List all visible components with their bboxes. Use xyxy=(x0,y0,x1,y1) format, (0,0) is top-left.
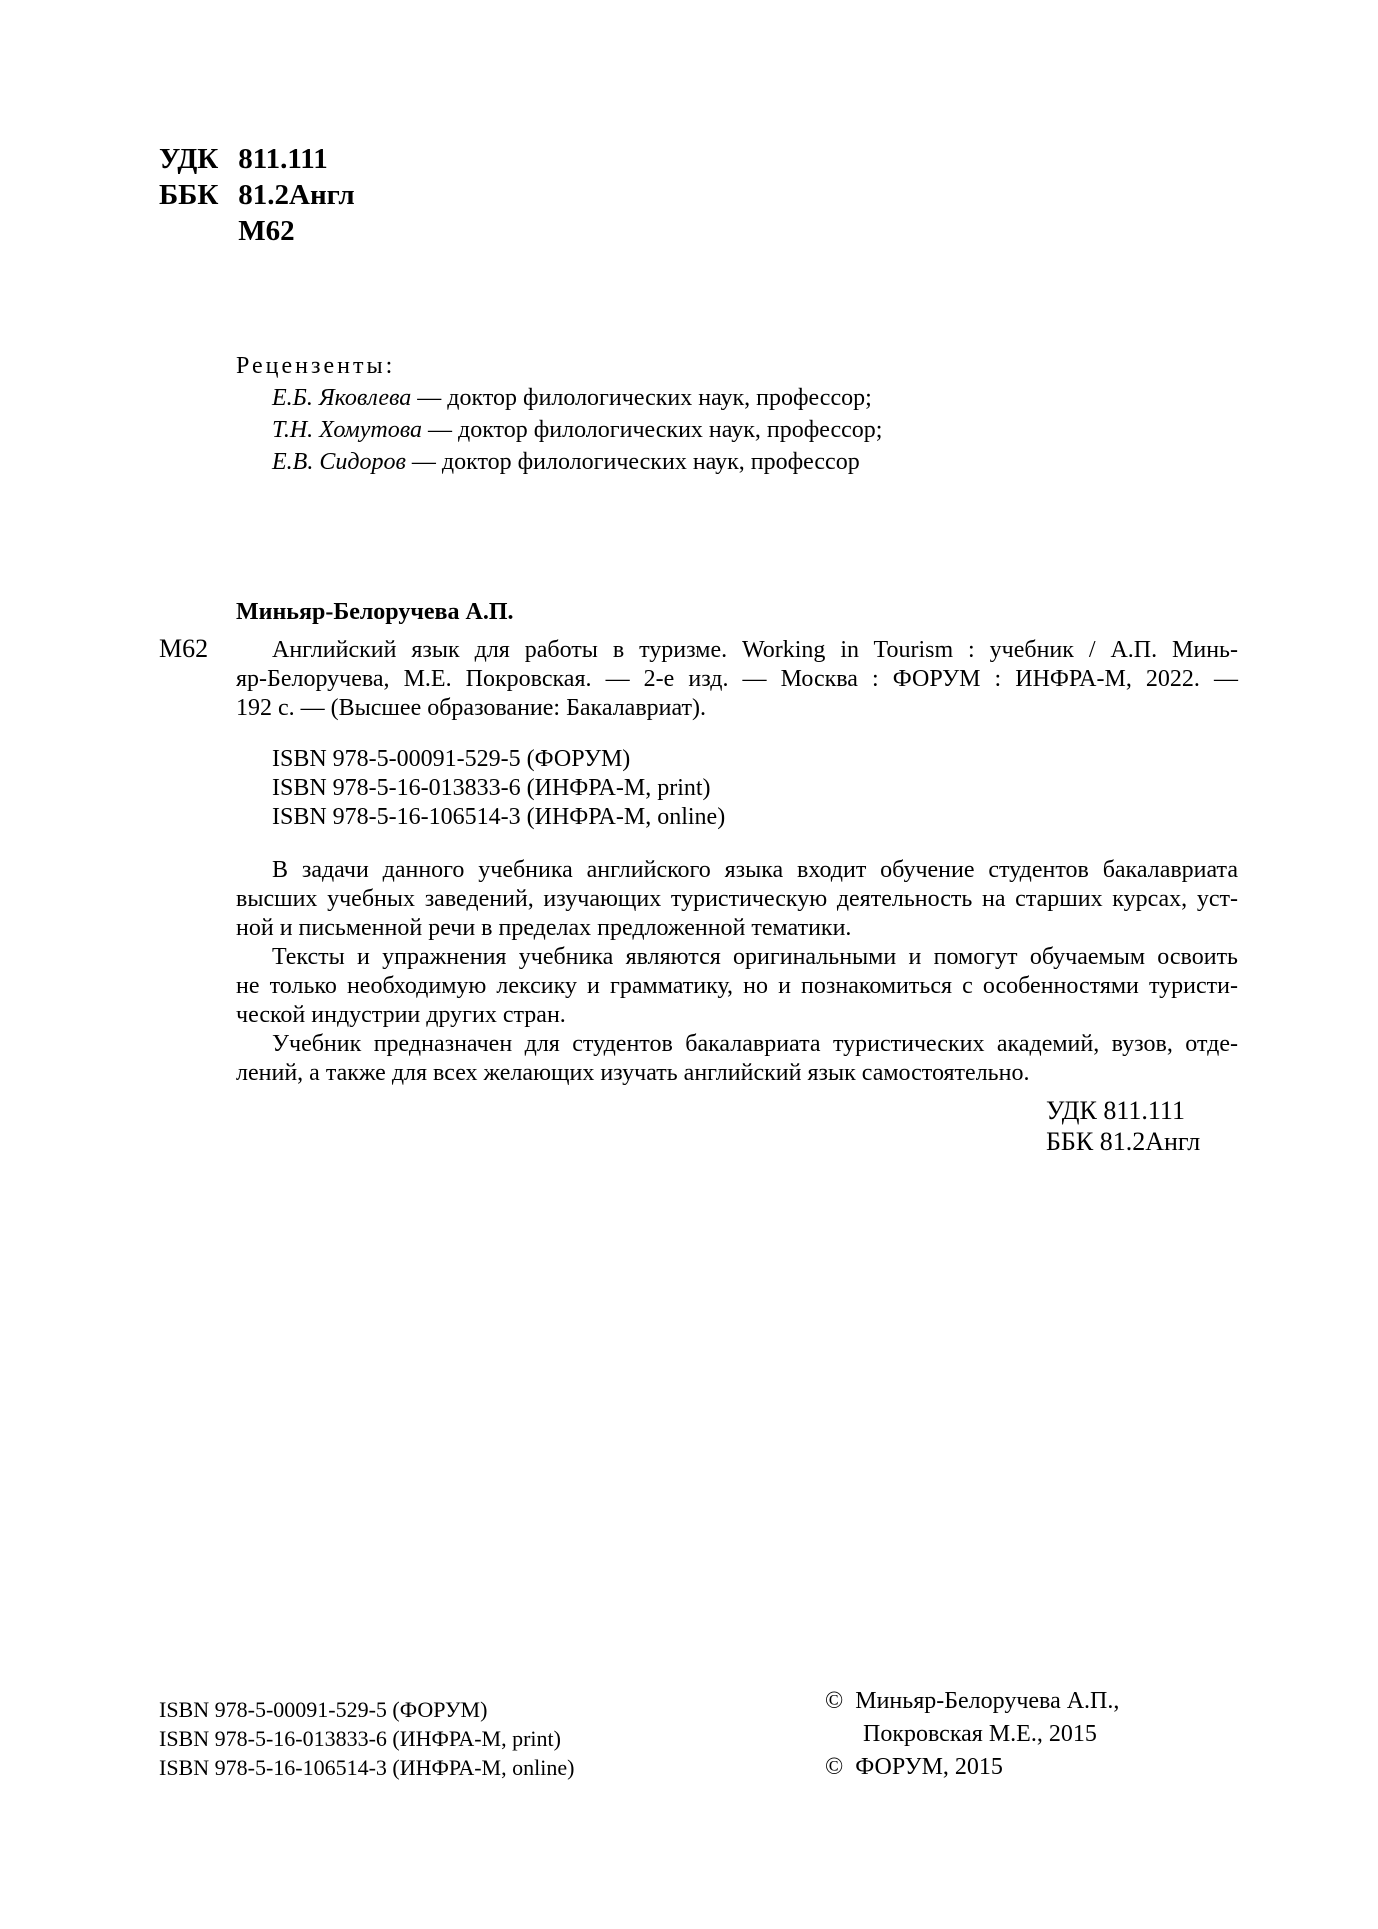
classification-top xyxy=(159,141,355,249)
isbn-line: ISBN 978-5-00091-529-5 (ФОРУМ) xyxy=(272,746,631,772)
footer-isbn-list xyxy=(159,1695,574,1782)
isbn-list xyxy=(272,745,725,832)
annotation-line: ческой индустрии других стран. xyxy=(236,1002,566,1028)
bibliographic-description xyxy=(236,636,1238,723)
footer-isbn-line: ISBN 978-5-00091-529-5 (ФОРУМ) xyxy=(159,1697,488,1722)
reviewer-title: — доктор филологических наук, профессор; xyxy=(411,385,872,411)
bib-line: Английский язык для работы в туризме. Working in Tourism : учебник / А.П. Минь- xyxy=(272,637,1238,663)
bib-mark: М62 xyxy=(159,634,209,663)
udk-label: УДК xyxy=(159,143,219,175)
reviewer-title: — доктор филологических наук, профессор; xyxy=(422,417,883,443)
reviewer-title: — доктор филологических наук, профессор xyxy=(405,449,860,475)
footer-isbn-line: ISBN 978-5-16-013833-6 (ИНФРА-М, print) xyxy=(159,1726,561,1751)
copyright-icon: © xyxy=(825,1754,844,1780)
annotation xyxy=(236,856,1238,1088)
reviewer-name: Е.Б. Яковлева xyxy=(272,385,412,411)
bib-line: 192 с. — (Высшее образование: Бакалавриат). xyxy=(236,695,707,721)
annotation-line: лений, а также для всех желающих изучать английский язык самостоятельно. xyxy=(236,1060,1030,1086)
copyright-block xyxy=(825,1685,1119,1784)
udk-bottom: УДК 811.111 xyxy=(1046,1096,1185,1125)
reviewers-heading: Рецензенты: xyxy=(236,353,396,379)
copyright-line xyxy=(825,1751,1119,1784)
copyright-holder-cont: Покровская М.Е., 2015 xyxy=(863,1721,1097,1747)
bbk-label: ББК xyxy=(159,179,219,211)
copyright-icon: © xyxy=(825,1688,844,1714)
annotation-line: Тексты и упражнения учебника являются оригинальными и помогут обучаемым освоить xyxy=(272,944,1238,970)
bbk-value: 81.2Англ xyxy=(238,179,355,211)
udk-value: 811.111 xyxy=(238,143,328,175)
footer-isbn-line: ISBN 978-5-16-106514-3 (ИНФРА-М, online) xyxy=(159,1755,575,1780)
annotation-line: В задачи данного учебника английского языка входит обучение студентов бакалавриата xyxy=(272,857,1238,883)
copyright-holder: Миньяр-Белоручева А.П., xyxy=(855,1688,1120,1714)
reviewer-item xyxy=(236,446,882,478)
annotation-line: ной и письменной речи в пределах предложенной тематики. xyxy=(236,915,852,941)
author-mark: М62 xyxy=(238,215,295,247)
annotation-line: не только необходимую лексику и грамматику, но и познакомиться с особенностями туристи- xyxy=(236,973,1238,999)
copyright-line xyxy=(825,1685,1119,1718)
classification-bottom xyxy=(1046,1095,1200,1157)
annotation-line: Учебник предназначен для студентов бакалавриата туристических академий, вузов, отде- xyxy=(272,1031,1238,1057)
isbn-line: ISBN 978-5-16-106514-3 (ИНФРА-М, online) xyxy=(272,804,726,830)
bbk-line xyxy=(159,177,355,213)
author-mark-line xyxy=(159,213,355,249)
copyright-holder: ФОРУМ, 2015 xyxy=(855,1754,1003,1780)
author-heading: Миньяр-Белоручева А.П. xyxy=(236,599,514,625)
reviewer-name: Е.В. Сидоров xyxy=(272,449,406,475)
bib-line: яр-Белоручева, М.Е. Покровская. — 2-е изд. — Москва : ФОРУМ : ИНФРА-М, 2022. — xyxy=(236,666,1238,692)
reviewer-item xyxy=(236,414,882,446)
bbk-bottom: ББК 81.2Англ xyxy=(1046,1127,1201,1156)
reviewers-block xyxy=(236,350,882,478)
reviewer-name: Т.Н. Хомутова xyxy=(272,417,422,443)
isbn-line: ISBN 978-5-16-013833-6 (ИНФРА-М, print) xyxy=(272,775,711,801)
reviewer-item xyxy=(236,382,882,414)
annotation-line: высших учебных заведений, изучающих туристическую деятельность на старших курсах, уст- xyxy=(236,886,1238,912)
udk-line xyxy=(159,141,355,177)
